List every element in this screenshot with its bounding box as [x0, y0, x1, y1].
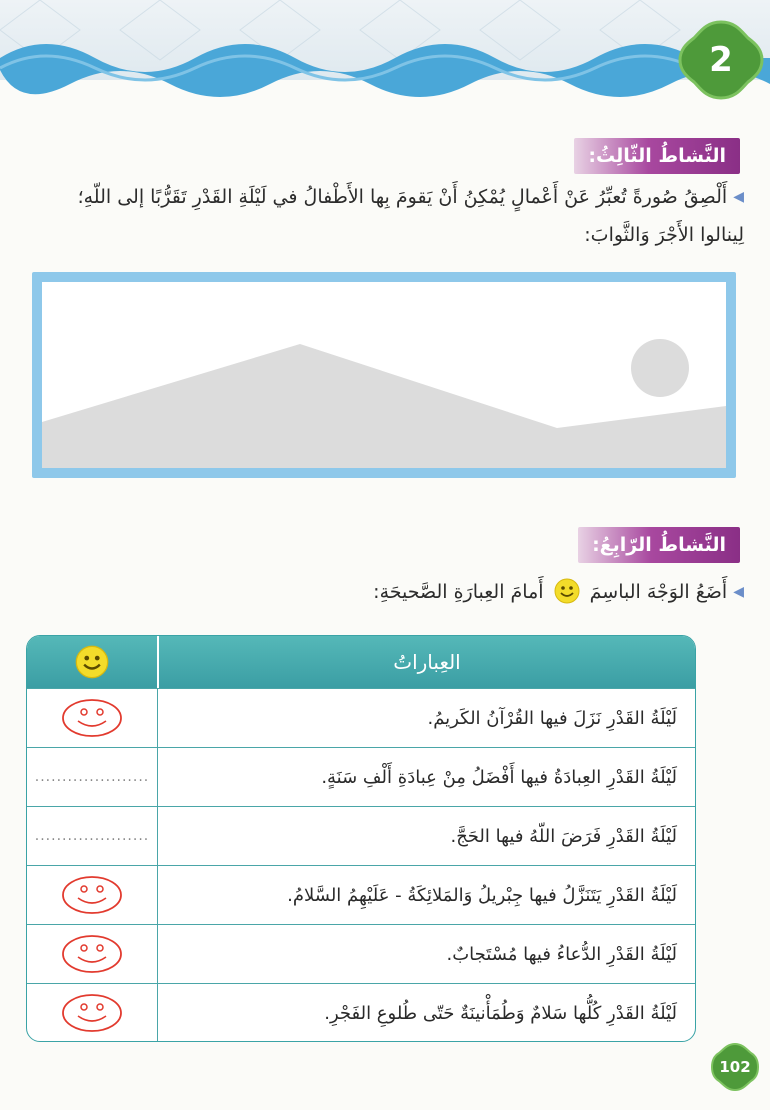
statement-cell: لَيْلَةُ القَدْرِ الدُّعاءُ فيها مُسْتَجابٌ.: [446, 943, 677, 965]
activity-4-title: النَّشاطُ الرّابِعُ:: [578, 527, 740, 563]
statement-cell: لَيْلَةُ القَدْرِ فَرَضَ اللّهُ فيها الحَجَّ.: [450, 825, 677, 847]
landscape-placeholder-icon: [42, 282, 726, 468]
statements-header: العِباراتُ: [393, 650, 461, 674]
hand-drawn-smiley-icon: [60, 992, 124, 1034]
answer-blank: .....................: [34, 828, 150, 844]
statement-cell: لَيْلَةُ القَدْرِ كُلُّها سَلامٌ وَطُمَأْنينَةٌ حَتّى طُلوعِ الفَجْرِ.: [324, 1002, 677, 1024]
hand-drawn-smiley-icon: [60, 874, 124, 916]
table-row: [27, 806, 695, 865]
answer-cell[interactable]: [27, 807, 158, 865]
table-row: [27, 924, 695, 983]
smiley-face-icon: [75, 645, 109, 679]
activity-4-instruction-before: أَضَعُ الوَجْهَ الباسِمَ: [589, 581, 728, 603]
table-header: [27, 636, 695, 688]
statements-table: [26, 635, 696, 1042]
statement-cell: لَيْلَةُ القَدْرِ يَتَنَزَّلُ فيها جِبْريلُ وَالمَلائِكَةُ - عَلَيْهِمُ السَّلامُ.: [287, 884, 677, 906]
activity-3-instruction-text: أَلْصِقُ صُورةً تُعبِّرُ عَنْ أَعْمالٍ يُمْكِنُ أَنْ يَقومَ بِها الأَطْفالُ في لَيْلَةِ القَدْرِ تَقَرُّبًا إلى اللّهِ؛ لِينالوا الأَجْرَ وَالثَّوابَ:: [77, 186, 744, 246]
answer-cell[interactable]: [27, 866, 158, 924]
statement-cell: لَيْلَةُ القَدْرِ العِبادَةُ فيها أَفْضَلُ مِنْ عِبادَةِ أَلْفِ سَنَةٍ.: [321, 766, 677, 788]
table-row: [27, 865, 695, 924]
answer-cell[interactable]: [27, 984, 158, 1042]
statement-cell: لَيْلَةُ القَدْرِ نَزَلَ فيها القُرْآنُ الكَريمُ.: [427, 707, 677, 729]
activity-4-instruction: [28, 573, 744, 611]
bullet-arrow-icon: ◀: [733, 189, 744, 205]
page-number: 102: [719, 1058, 751, 1076]
hand-drawn-smiley-icon: [60, 933, 124, 975]
activity-3-title: النَّشاطُ الثّالِثُ:: [574, 138, 740, 174]
smiley-header: [27, 636, 159, 688]
activity-3-instruction: [28, 178, 744, 254]
answer-cell[interactable]: [27, 925, 158, 983]
header-wave-banner: [0, 0, 770, 110]
table-row: [27, 983, 695, 1042]
smiley-face-icon: [554, 578, 580, 604]
answer-cell[interactable]: [27, 689, 158, 747]
unit-number: 2: [709, 40, 733, 80]
answer-cell[interactable]: [27, 748, 158, 806]
bullet-arrow-icon: ◀: [733, 584, 744, 600]
activity-4-instruction-after: أَمامَ العِبارَةِ الصَّحيحَةِ:: [373, 581, 544, 603]
answer-blank: .....................: [34, 769, 150, 785]
table-row: [27, 688, 695, 747]
table-row: [27, 747, 695, 806]
picture-paste-area[interactable]: [32, 272, 736, 478]
hand-drawn-smiley-icon: [60, 697, 124, 739]
